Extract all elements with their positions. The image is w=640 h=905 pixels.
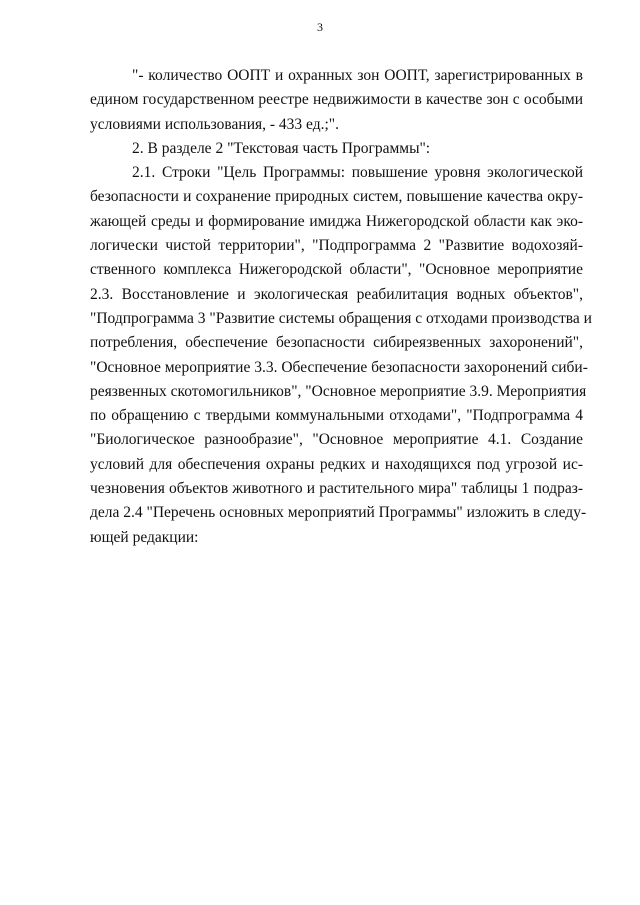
paragraph-3-line-15: дела 2.4 "Перечень основных мероприятий Программы" изложить в следу- <box>90 504 587 522</box>
paragraph-3-line-12: "Биологическое разнообразие", "Основное мероприятие 4.1. Создание <box>90 431 583 449</box>
paragraph-3-line-13: условий для обеспечения охраны редких и находящихся под угрозой ис- <box>90 455 583 473</box>
paragraph-3-line-3: жающей среды и формирование имиджа Нижегородской области как эко- <box>90 212 583 230</box>
paragraph-3-line-2: безопасности и сохранение природных систем, повышение качества окру- <box>90 188 583 206</box>
paragraph-3-line-9: "Основное мероприятие 3.3. Обеспечение безопасности захоронений сиби- <box>90 358 588 376</box>
page-number: 3 <box>317 20 323 34</box>
paragraph-3-line-11: по обращению с твердыми коммунальными отходами", "Подпрограмма 4 <box>90 407 583 425</box>
paragraph-3-line-10: реязвенных скотомогильников", "Основное мероприятие 3.9. Мероприятия <box>90 382 587 400</box>
paragraph-3-line-16: ющей редакции: <box>90 528 199 546</box>
paragraph-3-line-8: потребления, обеспечение безопасности сибиреязвенных захоронений", <box>90 334 583 352</box>
paragraph-1-line-2: едином государственном реестре недвижимости в качестве зон с особыми <box>90 91 583 109</box>
paragraph-1-line-3: условиями использования, - 433 ед.;". <box>90 115 340 133</box>
paragraph-3-line-6: 2.3. Восстановление и экологическая реабилитация водных объектов", <box>90 285 583 303</box>
paragraph-1-line-1: "- количество ООПТ и охранных зон ООПТ, зарегистрированных в <box>132 67 583 84</box>
paragraph-2-line-1: 2. В разделе 2 "Текстовая часть Программы": <box>132 139 431 157</box>
document-body <box>90 64 592 550</box>
paragraph-3-line-5: ственного комплекса Нижегородской области", "Основное мероприятие <box>90 261 583 279</box>
paragraph-3-line-14: чезновения объектов животного и растительного мира" таблицы 1 подраз- <box>90 480 583 498</box>
paragraph-3-line-4: логически чистой территории", "Подпрограмма 2 "Развитие водохозяй- <box>90 237 583 255</box>
paragraph-3-line-1: 2.1. Строки "Цель Программы: повышение уровня экологической <box>132 164 583 182</box>
paragraph-3-line-7: "Подпрограмма 3 "Развитие системы обращения с отходами производства и <box>90 309 592 327</box>
